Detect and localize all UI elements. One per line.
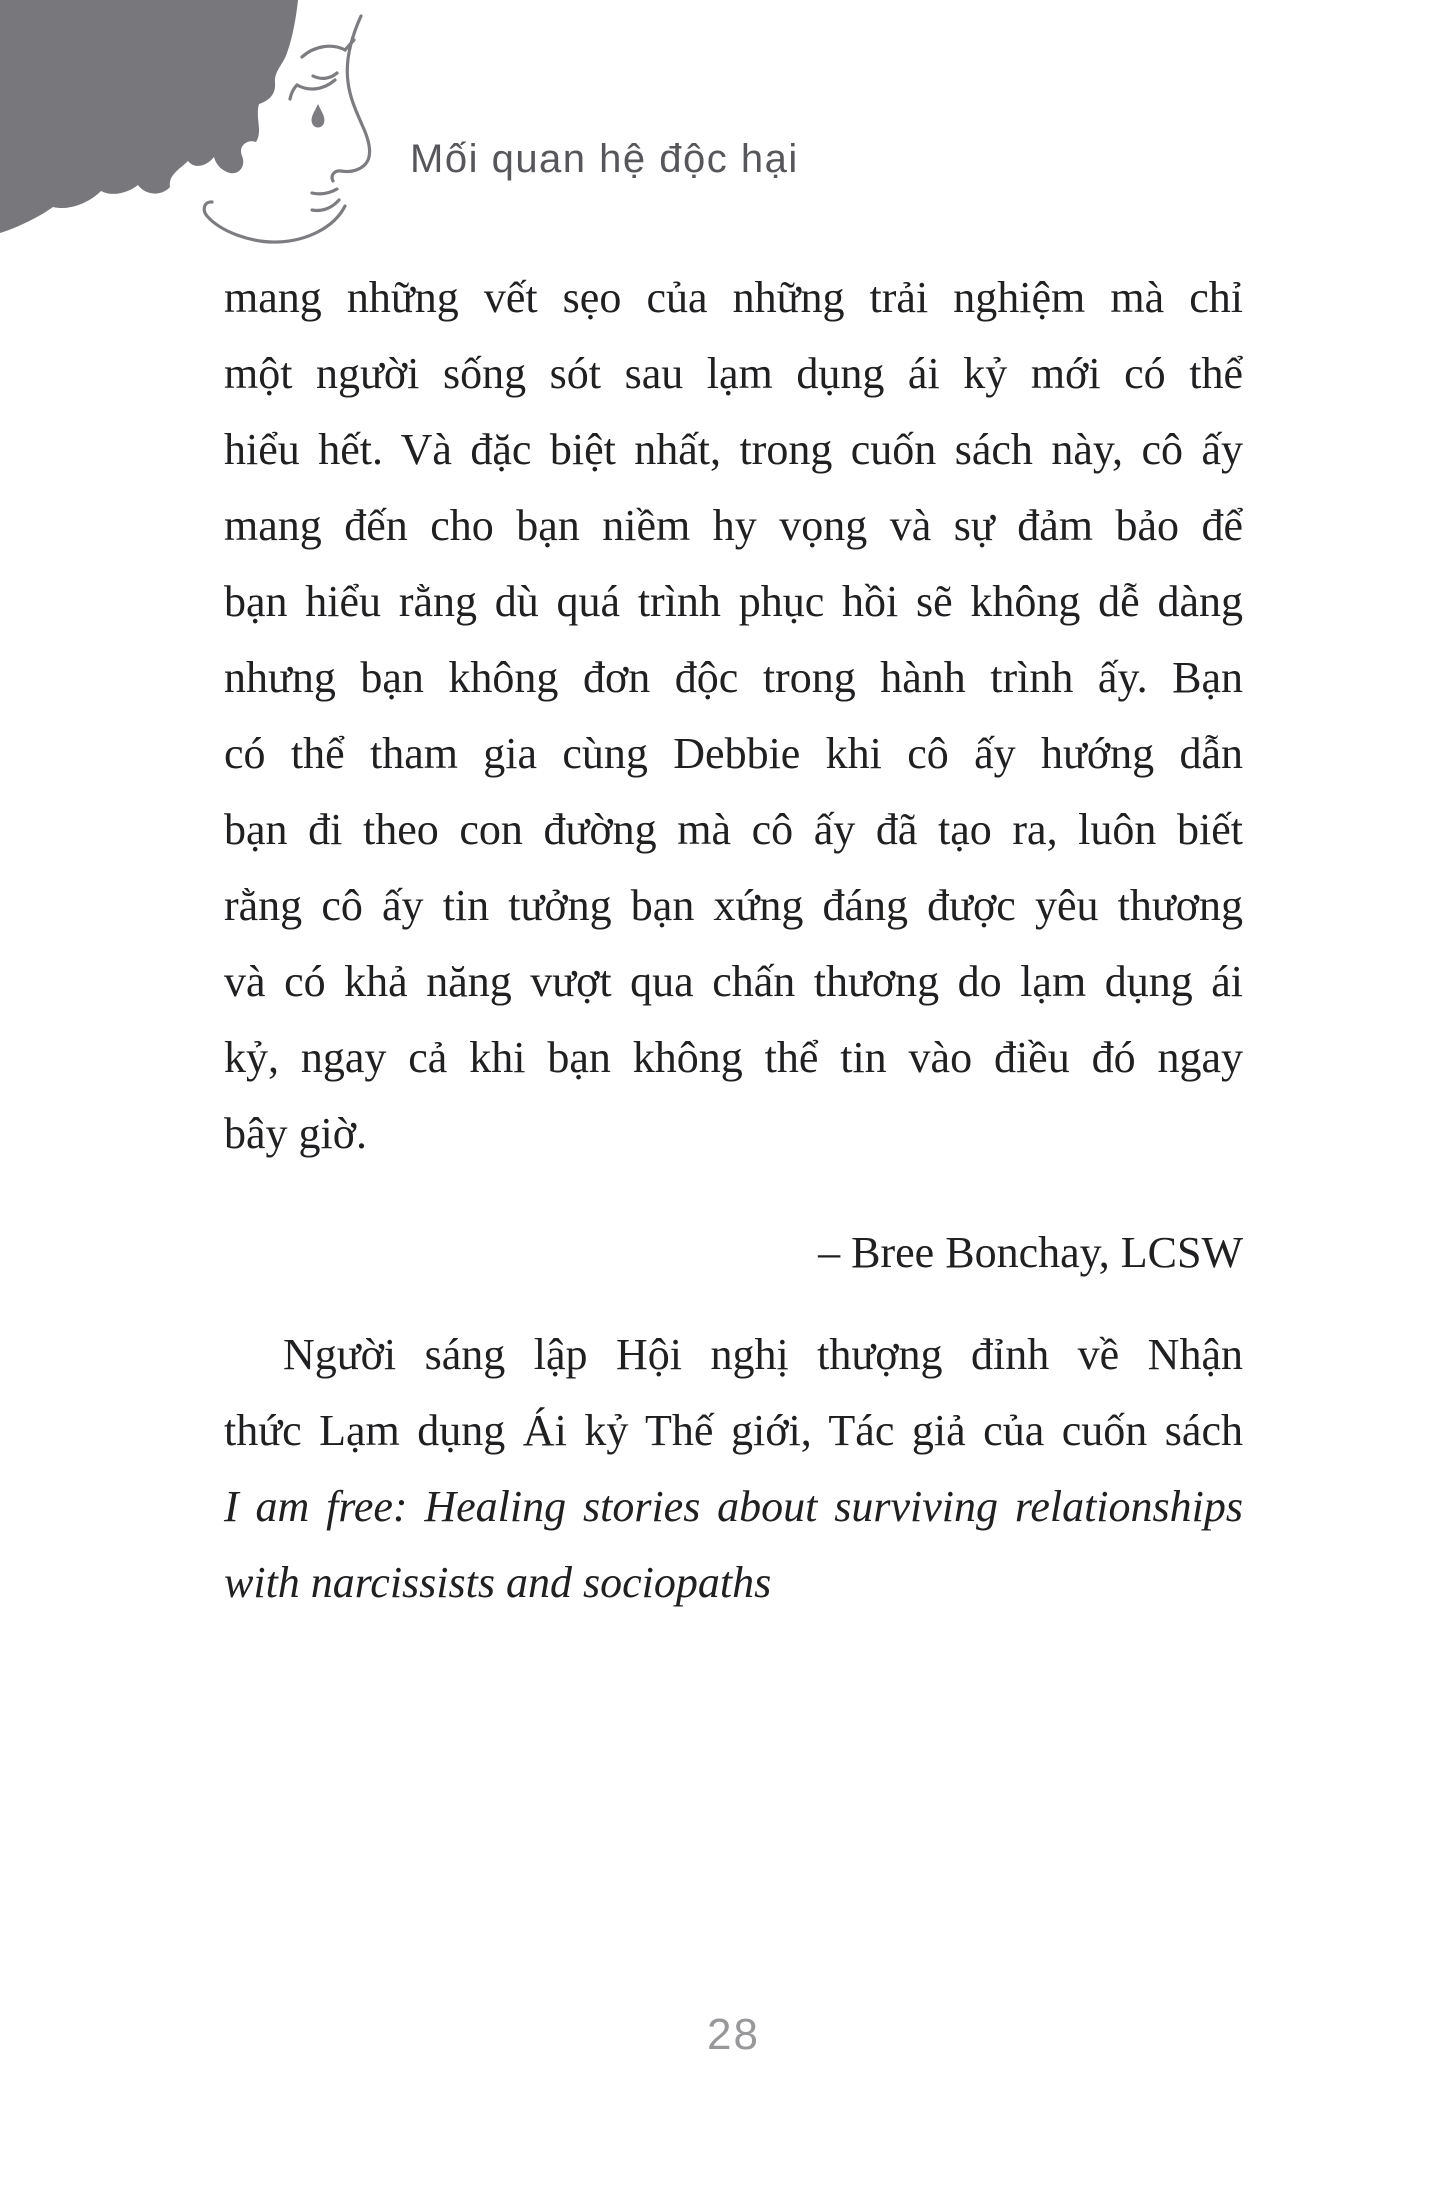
eyelash-line <box>290 85 297 99</box>
quote-line: nhưng bạn không đơn độc trong hành trình ấy. Bạn <box>224 653 1243 702</box>
book-title-line: with narcissists and sociopaths <box>224 1558 772 1607</box>
credentials-line: thức Lạm dụng Ái kỷ Thế giới, Tác giả của cuốn sách <box>224 1406 1243 1455</box>
chin-jaw-line <box>204 202 345 242</box>
quote-line: bây giờ. <box>224 1109 368 1158</box>
quote-attribution: – Bree Bonchay, LCSW <box>818 1228 1243 1277</box>
author-credentials <box>224 1317 1243 1621</box>
lower-lip-line <box>312 200 339 211</box>
quote-line: kỷ, ngay cả khi bạn không thể tin vào điều đó ngay <box>224 1033 1243 1082</box>
quote-line: hiểu hết. Và đặc biệt nhất, trong cuốn sách này, cô ấy <box>224 425 1243 474</box>
page-number: 28 <box>707 2010 760 2059</box>
book-title-line: I am free: Healing stories about surviving relationships <box>224 1482 1243 1531</box>
quote-line: mang đến cho bạn niềm hy vọng và sự đảm bảo để <box>224 501 1243 550</box>
quote-line: bạn đi theo con đường mà cô ấy đã tạo ra, luôn biết <box>224 805 1243 854</box>
quote-line: bạn hiểu rằng dù quá trình phục hồi sẽ không dễ dàng <box>224 577 1243 626</box>
woman-profile-illustration <box>0 0 400 250</box>
eye-crease-line <box>313 73 337 78</box>
face-profile-line <box>332 16 370 181</box>
quote-block <box>224 260 1243 1621</box>
running-header-title: Mối quan hệ độc hại <box>410 137 799 181</box>
credentials-line: Người sáng lập Hội nghị thượng đỉnh về Nhận <box>283 1330 1243 1379</box>
closed-eye-lid-line <box>297 80 335 89</box>
quote-line: và có khả năng vượt qua chấn thương do lạm dụng ái <box>224 957 1243 1006</box>
quote-line: rằng cô ấy tin tưởng bạn xứng đáng được yêu thương <box>224 881 1243 930</box>
tear-drop-shape <box>312 104 325 128</box>
hair-silhouette-shape <box>0 0 298 233</box>
quote-line: một người sống sót sau lạm dụng ái kỷ mới có thể <box>224 349 1243 398</box>
quote-line: mang những vết sẹo của những trải nghiệm mà chỉ <box>224 273 1243 322</box>
eyebrow-line <box>302 40 354 57</box>
upper-lip-line <box>312 189 337 194</box>
quote-line: có thể tham gia cùng Debbie khi cô ấy hướng dẫn <box>224 729 1243 778</box>
